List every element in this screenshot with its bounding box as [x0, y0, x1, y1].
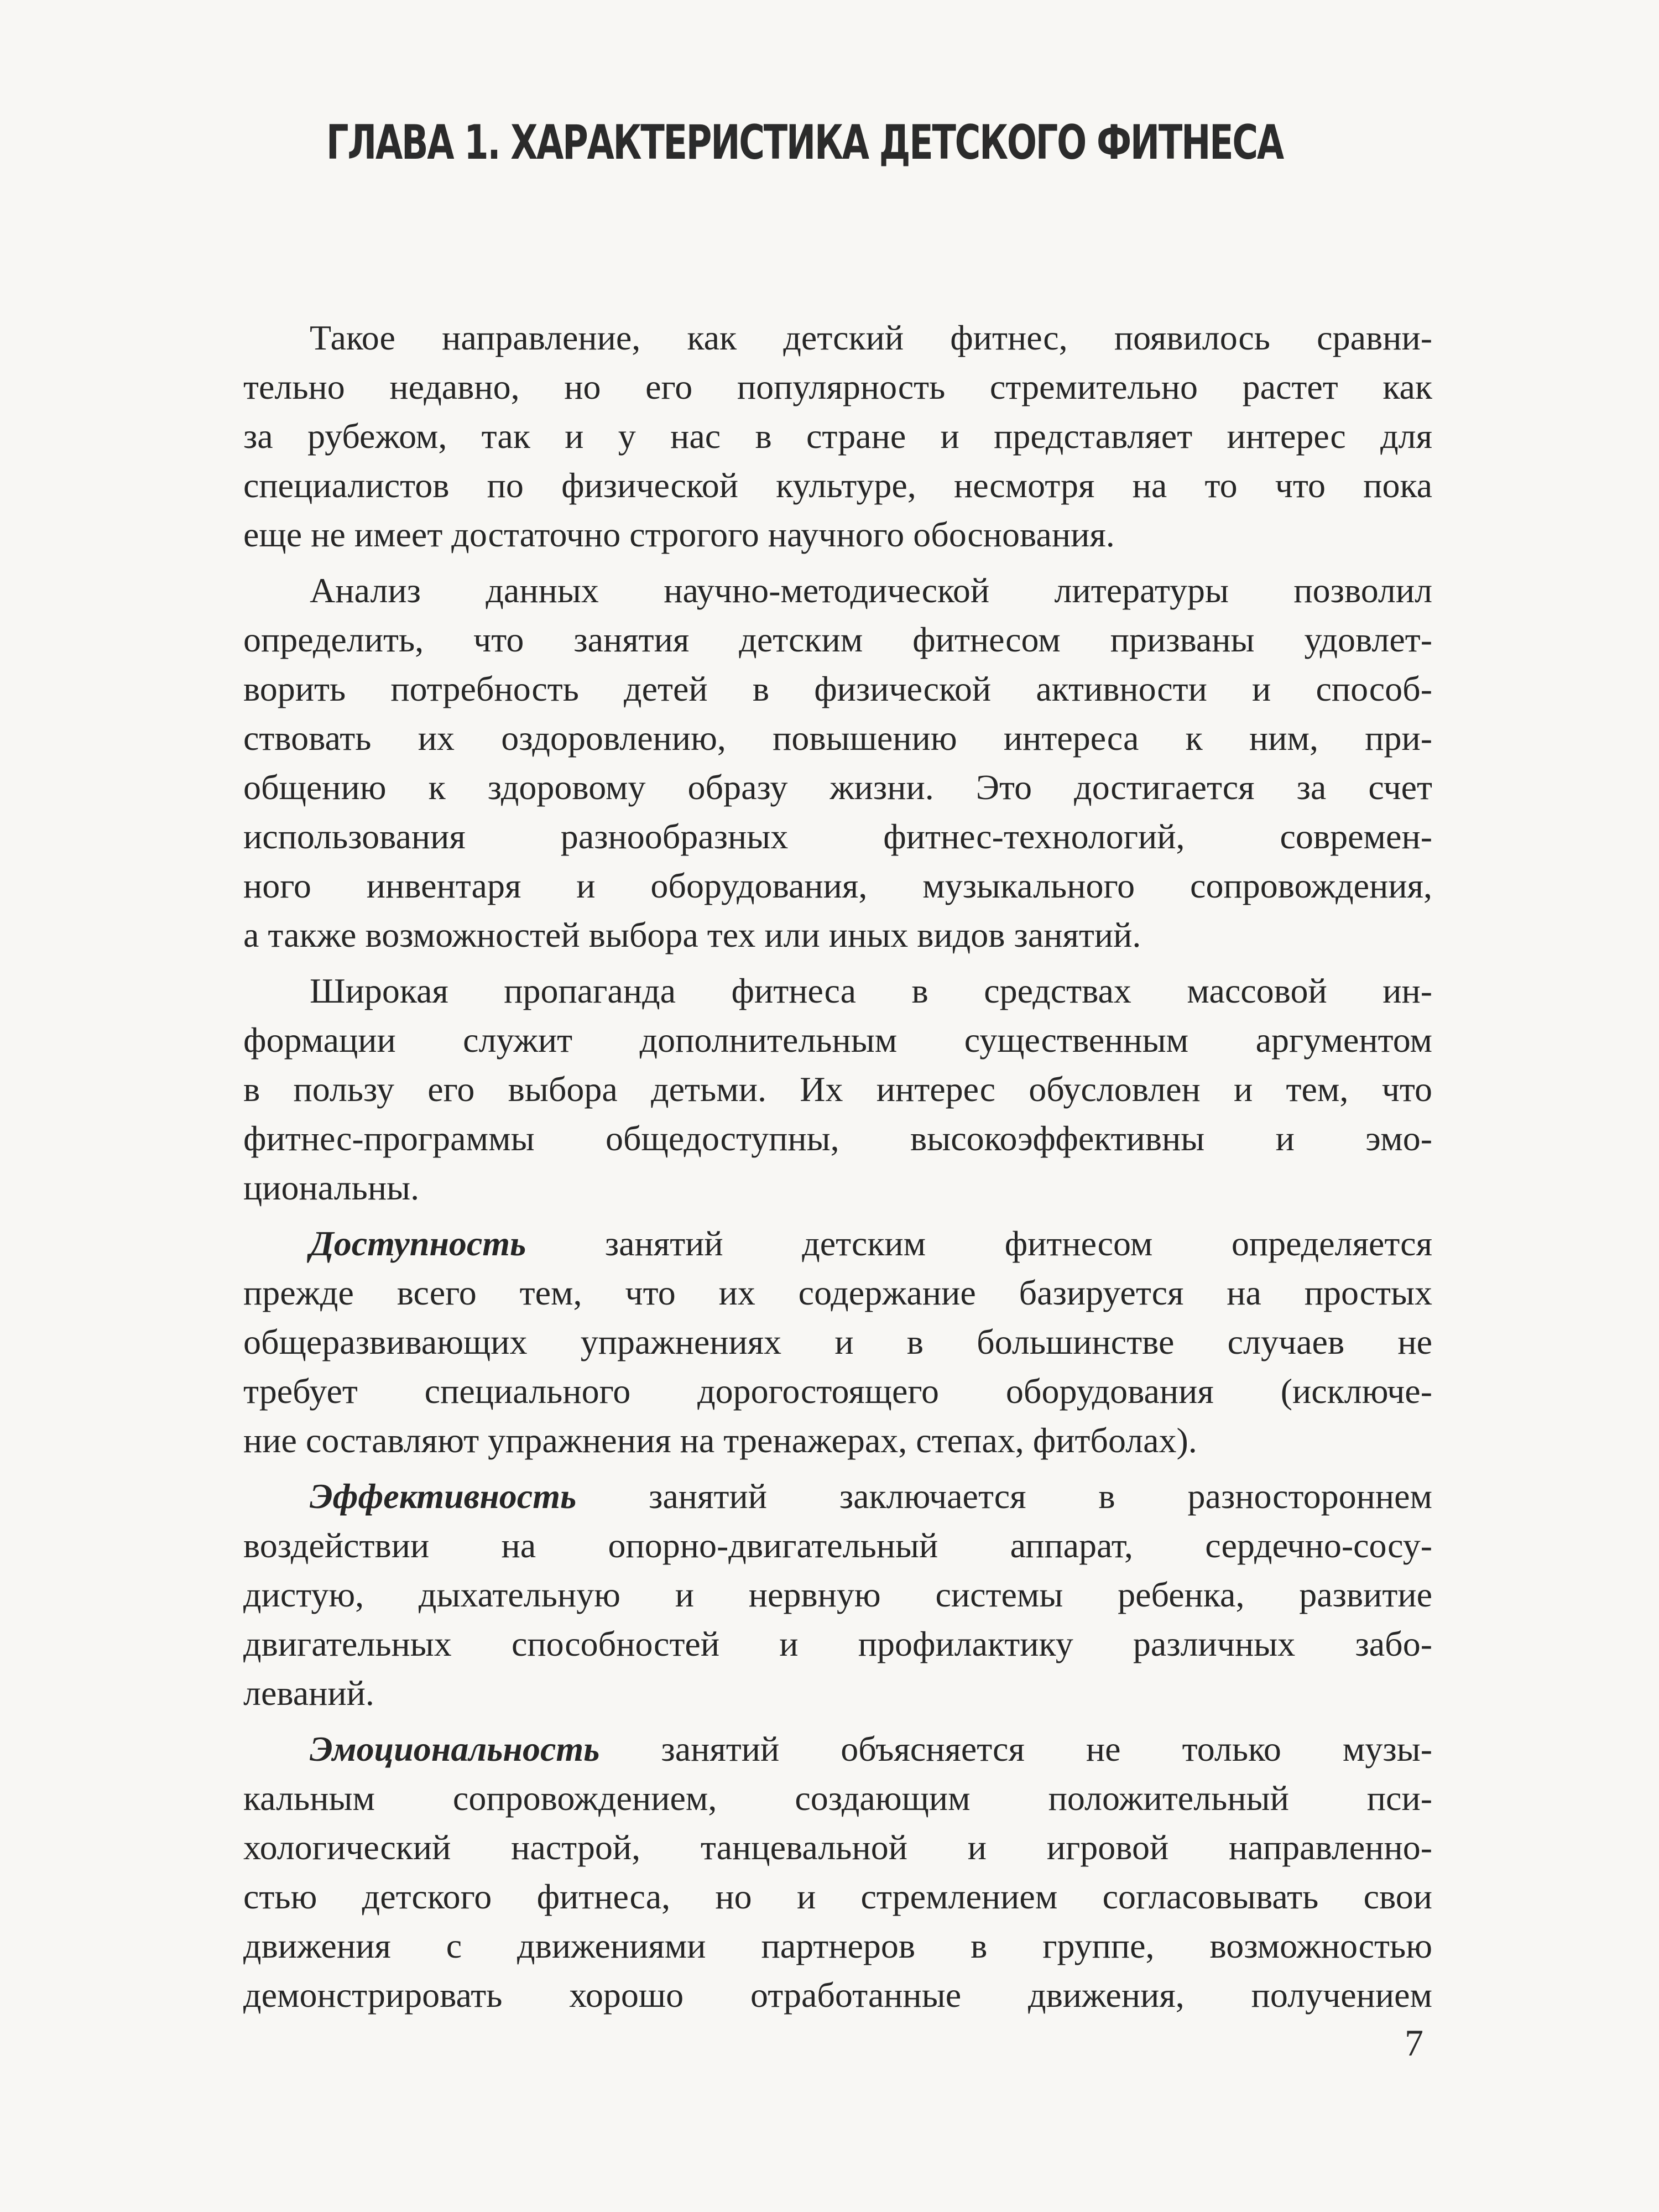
text-line: формации служит дополнительным существенным аргументом [243, 1020, 1432, 1060]
paragraph-effectiveness [243, 1472, 1432, 1718]
text-line: еще не имеет достаточно строгого научного обоснования. [243, 515, 1115, 554]
text-line: кальным сопровождением, создающим положительный пси- [243, 1778, 1432, 1818]
paragraph-emotionality [243, 1724, 1432, 2020]
text-line: дистую, дыхательную и нервную системы ребенка, развитие [243, 1575, 1432, 1614]
text-line: использования разнообразных фитнес-технологий, современ- [243, 817, 1432, 856]
text-line: специалистов по физической культуре, несмотря на то что пока [243, 466, 1432, 505]
text-line: в пользу его выбора детьми. Их интерес обусловлен и тем, что [243, 1070, 1432, 1109]
text-line: ствовать их оздоровлению, повышению интереса к ним, при- [243, 718, 1432, 758]
text-line: ного инвентаря и оборудования, музыкального сопровождения, [243, 866, 1432, 905]
text-line: фитнес-программы общедоступны, высокоэффективны и эмо- [243, 1119, 1432, 1158]
body-text [243, 313, 1432, 2020]
term-emotionality: Эмоциональность [310, 1729, 600, 1768]
text-line [243, 1219, 1432, 1268]
text-line: леваний. [243, 1673, 374, 1713]
paragraph-accessibility [243, 1219, 1432, 1465]
text-line: общеразвивающих упражнениях и в большинстве случаев не [243, 1322, 1432, 1361]
text-line: демонстрировать хорошо отработанные движения, получением [243, 1975, 1432, 2015]
text-line: ворить потребность детей в физической активности и способ- [243, 669, 1432, 708]
text-line: воздействии на опорно-двигательный аппарат, сердечно-сосу- [243, 1526, 1432, 1565]
text-line [243, 1724, 1432, 1773]
text-line: Анализ данных научно-методической литературы позволил [310, 571, 1432, 610]
text-line: определить, что занятия детским фитнесом призваны удовлет- [243, 620, 1432, 659]
text-line: Широкая пропаганда фитнеса в средствах массовой ин- [310, 971, 1432, 1010]
text-line: а также возможностей выбора тех или иных видов занятий. [243, 915, 1141, 954]
text-line: циональны. [243, 1168, 420, 1207]
text-line: прежде всего тем, что их содержание базируется на простых [243, 1273, 1432, 1312]
paragraph-propaganda [243, 966, 1432, 1212]
text-fragment: занятий объясняется не только музы- [599, 1729, 1432, 1768]
text-line [243, 1472, 1432, 1521]
text-fragment: занятий детским фитнесом определяется [526, 1224, 1432, 1263]
text-line: движения с движениями партнеров в группе, возможностью [243, 1926, 1432, 1965]
text-line: Такое направление, как детский фитнес, появилось сравни- [310, 318, 1432, 357]
text-line: двигательных способностей и профилактику различных забо- [243, 1624, 1432, 1663]
term-accessibility: Доступность [310, 1224, 526, 1263]
text-line: за рубежом, так и у нас в стране и представляет интерес для [243, 416, 1432, 456]
text-line: стью детского фитнеса, но и стремлением согласовывать свои [243, 1877, 1432, 1916]
text-line: требует специального дорогостоящего оборудования (исключе- [243, 1371, 1432, 1411]
text-line: тельно недавно, но его популярность стремительно растет как [243, 367, 1432, 406]
term-effectiveness: Эффективность [310, 1477, 577, 1516]
text-line: хологический настрой, танцевальной и игровой направленно- [243, 1828, 1432, 1867]
page-number: 7 [1405, 2022, 1423, 2064]
text-fragment: занятий заключается в разностороннем [576, 1477, 1432, 1516]
text-line: ние составляют упражнения на тренажерах, степах, фитболах). [243, 1421, 1197, 1460]
paragraph-analysis [243, 566, 1432, 959]
text-line: общению к здоровому образу жизни. Это достигается за счет [243, 768, 1432, 807]
chapter-heading: ГЛАВА 1. ХАРАКТЕРИСТИКА ДЕТСКОГО ФИТНЕСА [326, 115, 1283, 170]
paragraph-intro [243, 313, 1432, 559]
